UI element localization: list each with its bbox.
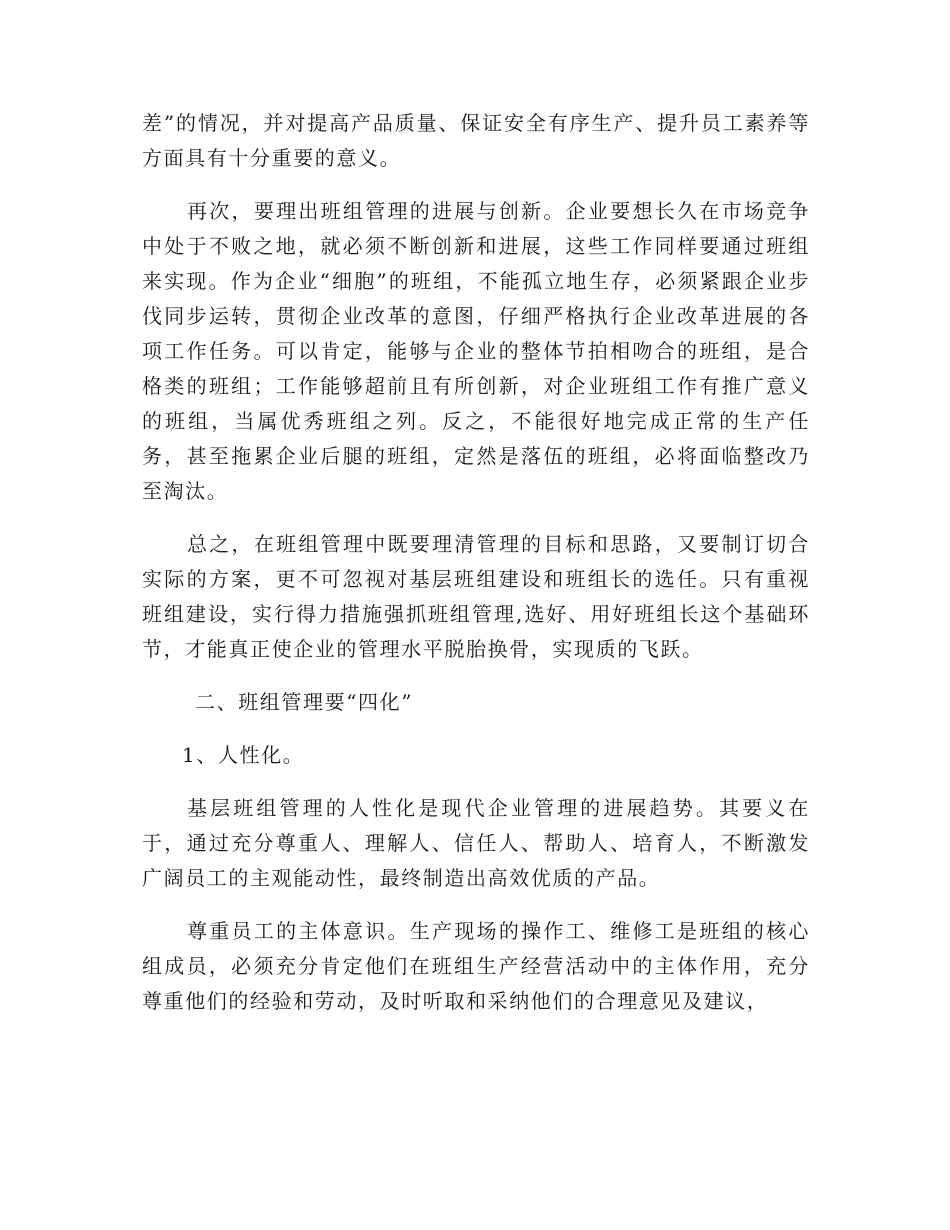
paragraph-conclusion: 总之，在班组管理中既要理清管理的目标和思路，又要制订切合实际的方案，更不可忽视对基层班组建设和班组长的选任。只有重视班组建设，实行得力措施强抓班组管理,选好、用好班组长这个基础环节，才能真正使企业的管理水平脱胎换骨，实现质的飞跃。 bbox=[142, 532, 810, 661]
paragraph-innovation: 再次，要理出班组管理的进展与创新。企业要想长久在市场竞争中处于不败之地，就必须不断创新和进展，这些工作同样要通过班组来实现。作为企业“细胞”的班组，不能孤立地生存，必须紧跟企业步伐同步运转，贯彻企业改革的意图，仔细严格执行企业改革进展的各项工作任务。可以肯定，能够与企业的整体节拍相吻合的班组，是合格类的班组；工作能够超前且有所创新，对企业班组工作有推广意义的班组，当属优秀班组之列。反之，不能很好地完成正常的生产任务，甚至拖累企业后腿的班组，定然是落伍的班组，必将面临整改乃至淘汰。 bbox=[142, 199, 810, 503]
paragraph-respect-employees: 尊重员工的主体意识。生产现场的操作工、维修工是班组的核心组成员，必须充分肯定他们在班组生产经营活动中的主体作用，充分尊重他们的经验和劳动，及时听取和采纳他们的合理意见及建议， bbox=[142, 919, 810, 1013]
section-heading: 二、班组管理要“四化” bbox=[195, 690, 414, 714]
paragraph-humanization: 基层班组管理的人性化是现代企业管理的进展趋势。其要义在于，通过充分尊重人、理解人、信任人、帮助人、培育人，不断激发广阔员工的主观能动性，最终制造出高效优质的产品。 bbox=[142, 796, 810, 890]
document-body bbox=[142, 106, 810, 1037]
paragraph-continuation: 差”的情况，并对提高产品质量、保证安全有序生产、提升员工素养等方面具有十分重要的意义。 bbox=[142, 111, 810, 170]
subsection-heading: 1、人性化。 bbox=[182, 743, 305, 767]
